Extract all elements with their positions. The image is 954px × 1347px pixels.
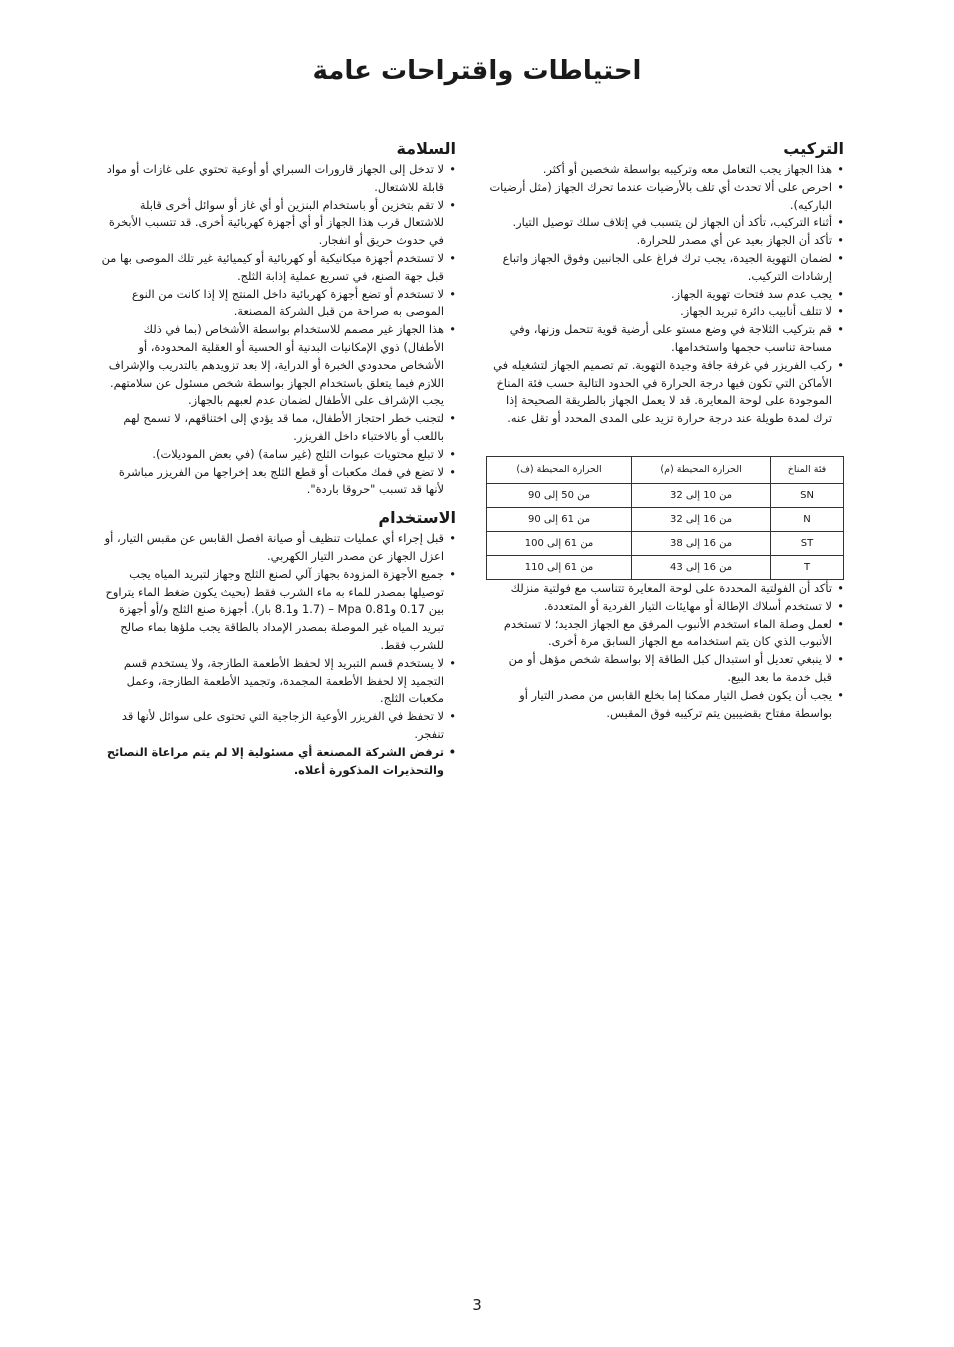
table-row [487,483,844,507]
list-item: • يجب عدم سد فتحات تهوية الجهاز. [488,286,844,304]
list-item: • جميع الأجهزة المزودة بجهاز آلي لصنع الثلج وجهاز لتبريد المياه يجب توصيلها بمصدر للماء به ماء الشرب فقط (بحيث يكون ضغط الماء يتراوح بين 0.17 و0.81 Mpa – (1.7 و8.1 بار). أجهزة صنع الثلج و/أو أجهزة تبريد المياه غير الموصلة بمصدر الإمداد بالطاقة يجب ملؤها بماء صالح للشرب فقط. [100,566,456,655]
table-row [487,507,844,531]
list-item: • يجب أن يكون فصل التيار ممكنا إما بخلع القابس من مصدر التيار أو بواسطة مفتاح بقضيبين يتم تركيبه فوق المقبس. [488,687,844,723]
list-item: • لضمان التهوية الجيدة، يجب ترك فراغ على الجانبين وفوق الجهاز واتباع إرشادات التركيب. [488,250,844,286]
list-item: • لا تدخل إلى الجهاز قارورات السبراي أو أوعية تحتوي على غازات أو مواد قابلة للاشتعال. [100,161,456,197]
list-item: • لا تقم بتخزين أو باستخدام البنزين أو أي غاز أو سوائل أخرى قابلة للاشتعال قرب هذا الجهاز أو أي أجهزة كهربائية أخرى. قد تتسبب الأبخرة في حدوث حريق أو انفجار. [100,197,456,250]
list-item: • لا تضع في فمك مكعبات أو قطع الثلج بعد إخراجها من الفريزر مباشرة لأنها قد تسبب "حروقا باردة". [100,464,456,500]
list-item: • لتجنب خطر احتجاز الأطفال، مما قد يؤدي إلى اختناقهم، لا تسمح لهم باللعب أو بالاختباء داخل الفريزر. [100,410,456,446]
list-item: • احرص على ألا تحدث أي تلف بالأرضيات عندما تحرك الجهاز (مثل أرضيات الباركيه). [488,179,844,215]
table-row [487,555,844,579]
table-cell: SN [771,483,844,507]
table-cell: من 16 إلى 43 [632,555,771,579]
table-cell: من 61 إلى 100 [487,531,632,555]
disclaimer-text: • ترفض الشركة المصنعة أي مسئولية إلا لم يتم مراعاة النصائح والتحذيرات المذكورة أعلاه. [100,744,456,780]
list-item: • لا ينبغي تعديل أو استبدال كبل الطاقة إلا بواسطة شخص مؤهل أو من قبل خدمة ما بعد البيع. [488,651,844,687]
installation-list [488,161,844,428]
table-cell: من 61 إلى 110 [487,555,632,579]
list-item: • تأكد أن الفولتية المحددة على لوحة المعايرة تتناسب مع فولتية منزلك [488,580,844,598]
list-item: • تأكد أن الجهاز بعيد عن أي مصدر للحرارة. [488,232,844,250]
table-header-row [487,456,844,483]
list-item: • هذا الجهاز غير مصمم للاستخدام بواسطة الأشخاص (بما في ذلك الأطفال) ذوي الإمكانيات البدنية أو الحسية أو العقلية المحدودة، أو الأشخاص محدودي الخبرة أو الدراية، إلا بعد تزويدهم بالتدريب والإشراف اللازم فيما يتعلق باستخدام الجهاز بواسطة شخص مسئول عن سلامتهم. يجب الإشراف على الأطفال لضمان عدم لعبهم بالجهاز. [100,321,456,410]
installation-list-continued [488,580,844,722]
table-header-cell: فئة المناخ [771,456,844,483]
list-item: • لا تستخدم أجهزة ميكانيكية أو كهربائية أو كيميائية غير تلك الموصى بها من قبل جهة الصنع، في تسريع عملية إذابة الثلج. [100,250,456,286]
table-header-cell: الحرارة المحيطة (م) [632,456,771,483]
climate-class-table [486,456,844,580]
list-item: • لعمل وصلة الماء استخدم الأنبوب المرفق مع الجهاز الجديد؛ لا تستخدم الأنبوب الذي كان يتم استخدامه مع الجهاز السابق مرة أخرى. [488,616,844,652]
list-item: • لا تبلع محتويات عبوات الثلج (غير سامة) (في بعض الموديلات). [100,446,456,464]
list-item: • لا يستخدم قسم التبريد إلا لحفظ الأطعمة الطازجة، ولا يستخدم قسم التجميد إلا لحفظ الأطعمة المجمدة، وتجميد الأطعمة الطازجة، وعمل مكعبات الثلج. [100,655,456,708]
safety-heading: السلامة [396,139,456,158]
table-cell: من 16 إلى 38 [632,531,771,555]
table-cell: T [771,555,844,579]
list-item: • لا تتلف أنابيب دائرة تبريد الجهاز. [488,303,844,321]
list-item: • ركب الفريزر في غرفة جافة وجيدة التهوية. تم تصميم الجهاز لتشغيله في الأماكن التي تكون فيها درجة الحرارة في الحدود التالية حسب فئة المناخ الموجودة على لوحة المعايرة. قد لا يعمل الجهاز بالطريقة الصحيحة إذا ترك لمدة طويلة عند درجة حرارة تزيد على المدى المحدد أو تقل عنه. [488,357,844,428]
table-cell: ST [771,531,844,555]
table-header-cell: الحرارة المحيطة (ف) [487,456,632,483]
usage-heading: الاستخدام [378,508,456,528]
installation-heading: التركيب [783,139,844,158]
safety-list [100,161,456,499]
table-cell: من 16 إلى 32 [632,507,771,531]
table-cell: N [771,507,844,531]
safety-usage-column [100,138,456,779]
table-row [487,531,844,555]
page-number: 3 [472,1296,482,1314]
page-title: احتياطات واقتراحات عامة [312,56,642,86]
table-cell: من 50 إلى 90 [487,483,632,507]
list-item: • هذا الجهاز يجب التعامل معه وتركيبه بواسطة شخصين أو أكثر. [488,161,844,179]
list-item: • لا تحفظ في الفريزر الأوعية الزجاجية التي تحتوى على سوائل لأنها قد تنفجر. [100,708,456,744]
manufacturer-disclaimer [100,744,456,780]
table-cell: من 61 إلى 90 [487,507,632,531]
list-item: • قم بتركيب الثلاجة في وضع مستو على أرضية قوية تتحمل وزنها، وفي مساحة تناسب حجمها واستخدامها. [488,321,844,357]
list-item: • أثناء التركيب، تأكد أن الجهاز لن يتسبب في إتلاف سلك توصيل التيار. [488,214,844,232]
list-item: • لا تستخدم أو تضع أجهزة كهربائية داخل المنتج إلا إذا كانت من النوع الموصى به صراحة من قبل الشركة المصنعة. [100,286,456,322]
list-item: • قبل إجراء أي عمليات تنظيف أو صيانة افصل القابس عن مقبس التيار، أو اعزل الجهاز عن مصدر التيار الكهربي. [100,530,456,566]
installation-column [488,138,844,722]
list-item: • لا تستخدم أسلاك الإطالة أو مهايئات التيار الفردية أو المتعددة. [488,598,844,616]
usage-list [100,530,456,744]
table-cell: من 10 إلى 32 [632,483,771,507]
